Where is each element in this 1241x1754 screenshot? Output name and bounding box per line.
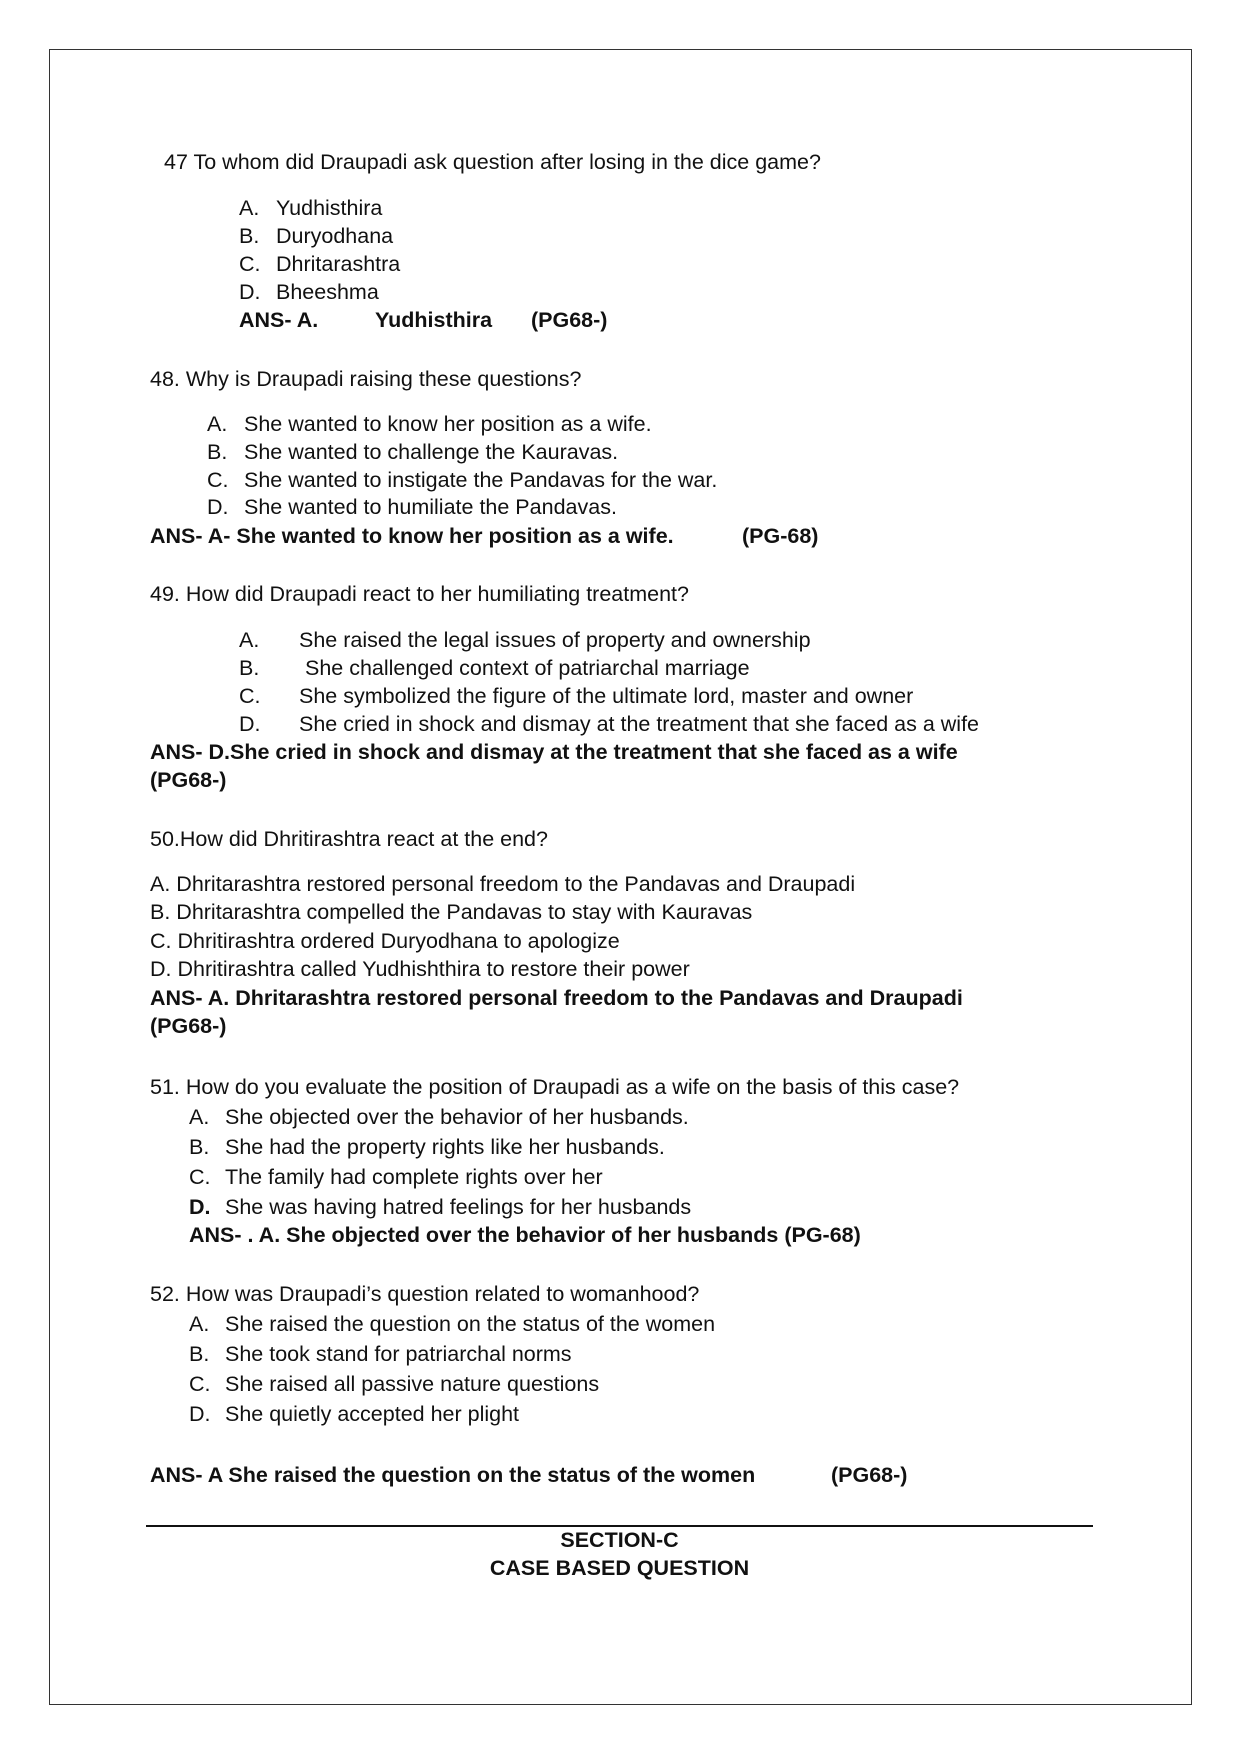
question-49: 49. How did Draupadi react to her humiliating treatment? (150, 582, 689, 606)
option-text: Duryodhana (276, 224, 394, 248)
q49-option-a (239, 627, 811, 653)
q51-option-d (189, 1194, 691, 1220)
q49-answer: ANS- D.She cried in shock and dismay at the treatment that she faced as a wife (150, 740, 958, 764)
option-letter: A. (189, 1312, 210, 1336)
option-letter: C. (239, 252, 261, 276)
question-51: 51. How do you evaluate the position of Draupadi as a wife on the basis of this case? (150, 1075, 960, 1099)
answer-text: ANS- A- She wanted to know her position as a wife. (150, 524, 674, 548)
option-letter: D. (189, 1195, 211, 1219)
q49-answer-ref: (PG68-) (150, 768, 227, 792)
answer-ref: (PG68-) (831, 1463, 908, 1487)
option-text: She raised all passive nature questions (225, 1372, 600, 1396)
option-text: She wanted to instigate the Pandavas for the war. (244, 468, 718, 492)
option-text: She wanted to know her position as a wife. (244, 412, 652, 436)
option-letter: D. (207, 495, 229, 519)
q51-option-c (189, 1164, 603, 1190)
option-text: Yudhisthira (276, 196, 383, 220)
option-letter: D. (189, 1402, 211, 1426)
option-text: She was having hatred feelings for her husbands (225, 1195, 692, 1219)
option-letter: C. (239, 684, 261, 708)
option-text: She raised the legal issues of property and ownership (299, 628, 811, 652)
q47-option-d (239, 279, 379, 305)
answer-ref: (PG-68) (742, 524, 819, 548)
option-letter: A. (189, 1105, 210, 1129)
q49-option-d (239, 711, 979, 737)
option-letter: B. (189, 1135, 210, 1159)
q52-option-a (189, 1311, 715, 1337)
option-text: She wanted to challenge the Kauravas. (244, 440, 619, 464)
answer-prefix: ANS- A. (239, 308, 319, 332)
option-letter: B. (239, 224, 260, 248)
q47-option-a (239, 195, 382, 221)
option-text: She quietly accepted her plight (225, 1402, 520, 1426)
option-letter: A. (239, 628, 260, 652)
option-letter: B. (239, 656, 260, 680)
option-text: She wanted to humiliate the Pandavas. (244, 495, 617, 519)
q48-option-d (207, 494, 617, 520)
option-letter: A. (239, 196, 260, 220)
section-subtitle: CASE BASED QUESTION (489, 1556, 750, 1580)
option-text: She cried in shock and dismay at the treatment that she faced as a wife (299, 712, 980, 736)
option-text: She took stand for patriarchal norms (225, 1342, 572, 1366)
option-text: She had the property rights like her husbands. (225, 1135, 665, 1159)
q51-answer: ANS- . A. She objected over the behavior of her husbands (PG-68) (189, 1223, 861, 1247)
q47-option-b (239, 223, 393, 249)
q50-option-a: A. Dhritarashtra restored personal freedom to the Pandavas and Draupadi (150, 872, 856, 896)
q52-option-b (189, 1341, 572, 1367)
q48-option-c (207, 467, 717, 493)
answer-text: ANS- A She raised the question on the status of the women (150, 1463, 756, 1487)
q49-option-b (239, 655, 750, 681)
option-letter: C. (207, 468, 229, 492)
q50-answer-ref: (PG68-) (150, 1014, 227, 1038)
q47-option-c (239, 251, 400, 277)
option-text: She symbolized the figure of the ultimate lord, master and owner (299, 684, 914, 708)
q52-answer (150, 1462, 907, 1488)
option-letter: B. (189, 1342, 210, 1366)
option-text: She challenged context of patriarchal marriage (299, 656, 750, 680)
option-text: She raised the question on the status of the women (225, 1312, 716, 1336)
option-text: Dhritarashtra (276, 252, 401, 276)
option-text: Bheeshma (276, 280, 379, 304)
option-letter: C. (189, 1372, 211, 1396)
q48-option-a (207, 411, 652, 437)
section-title: SECTION-C (560, 1528, 679, 1552)
option-text: She objected over the behavior of her husbands. (225, 1105, 689, 1129)
q50-option-b: B. Dhritarashtra compelled the Pandavas to stay with Kauravas (150, 900, 753, 924)
option-letter: D. (239, 280, 261, 304)
question-52: 52. How was Draupadi’s question related to womanhood? (150, 1282, 700, 1306)
question-50: 50.How did Dhritirashtra react at the end? (150, 827, 548, 851)
q49-option-c (239, 683, 913, 709)
q52-option-d (189, 1401, 519, 1427)
q48-option-b (207, 439, 618, 465)
answer-text: Yudhisthira (375, 308, 493, 332)
question-47: 47 To whom did Draupadi ask question after losing in the dice game? (164, 150, 821, 174)
option-letter: D. (239, 712, 261, 736)
q50-option-c: C. Dhritirashtra ordered Duryodhana to apologize (150, 929, 620, 953)
q48-answer (150, 523, 818, 549)
option-letter: B. (207, 440, 228, 464)
option-text: The family had complete rights over her (225, 1165, 603, 1189)
question-48: 48. Why is Draupadi raising these questions? (150, 367, 582, 391)
q47-answer (239, 307, 607, 333)
q51-option-b (189, 1134, 665, 1160)
option-letter: C. (189, 1165, 211, 1189)
q51-option-a (189, 1104, 689, 1130)
option-letter: A. (207, 412, 228, 436)
answer-ref: (PG68-) (531, 308, 608, 332)
q50-answer: ANS- A. Dhritarashtra restored personal freedom to the Pandavas and Draupadi (150, 986, 963, 1010)
q50-option-d: D. Dhritirashtra called Yudhishthira to restore their power (150, 957, 690, 981)
q52-option-c (189, 1371, 599, 1397)
